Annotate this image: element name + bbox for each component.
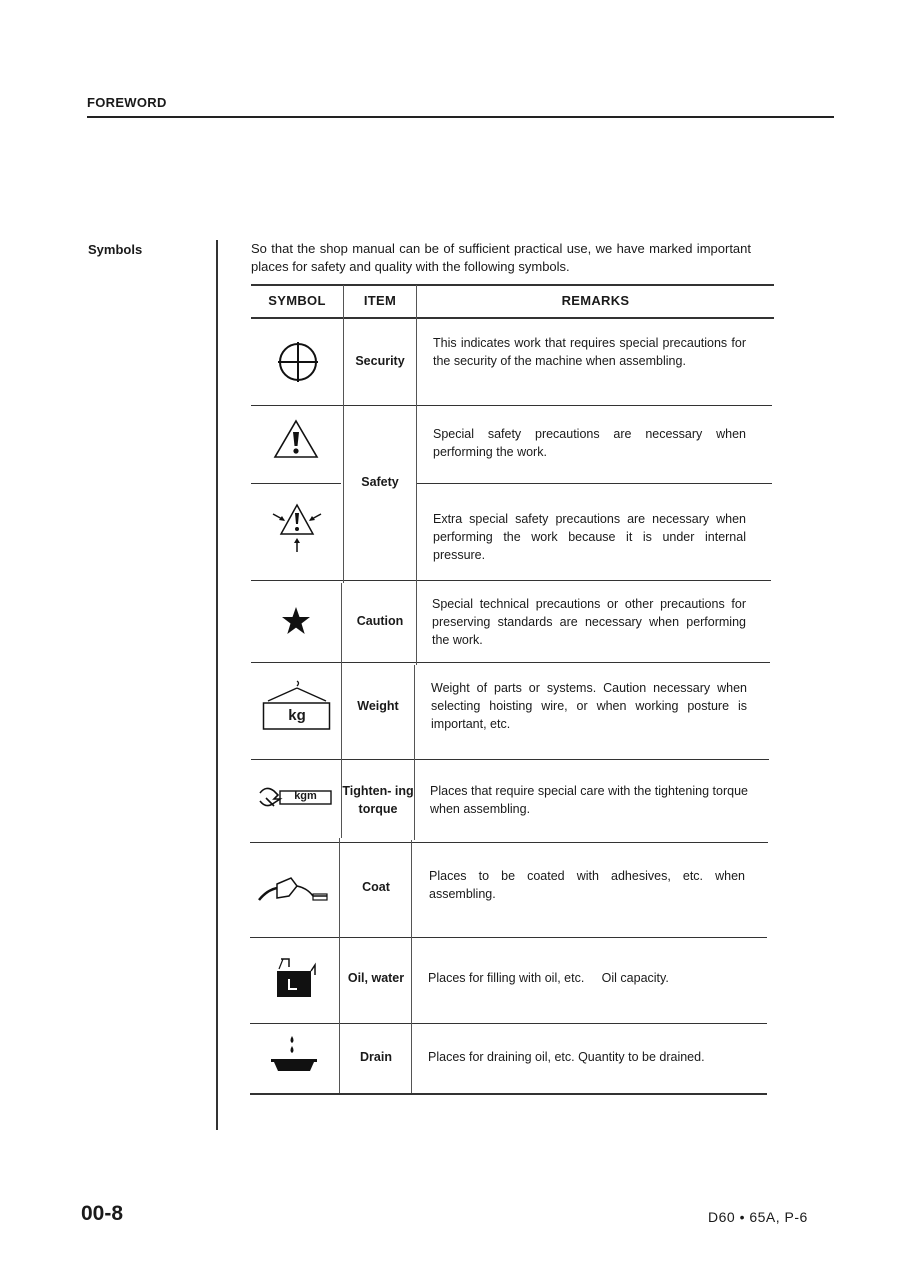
header-rule [87,116,834,118]
row-divider [251,483,341,484]
table-bottom-rule [250,1093,767,1095]
remark-text: Special technical precautions or other precautions for preserving standards are necessary when performing the work. [432,597,746,647]
remark-text: Places for filling with oil, etc. Oil capacity. [428,971,669,985]
security-circle-cross-icon [277,341,319,388]
section-header-title: FOREWORD [87,95,167,110]
oil-water-fill-icon [273,957,317,1006]
remark-text: This indicates work that requires special precautions for the security of the machine when assembling. [433,336,746,368]
remark-text: Special safety precautions are necessary when performing the work. [433,427,746,459]
drain-pan-icon [270,1034,318,1077]
row-divider [251,662,770,663]
safety-warning-triangle-icon [272,418,320,465]
item-label: Safety [361,475,399,489]
remark-text: Places for draining oil, etc. Quantity to be drained. [428,1050,705,1064]
item-label: Tighten- ing torque [342,784,414,816]
weight-icon-text: kg [288,707,306,724]
item-label: Drain [360,1050,392,1064]
column-header-remarks: REMARKS [561,293,630,308]
side-label-symbols: Symbols [88,242,143,257]
row-divider [251,405,772,406]
column-divider [414,665,415,840]
table-header-rule [251,317,774,319]
torque-icon-text: kgm [294,790,317,802]
item-label: Oil, water [347,971,405,985]
torque-wrench-kgm-icon [258,785,334,816]
row-divider [250,842,768,843]
coat-brush-icon [257,874,333,909]
remark-text: Places to be coated with adhesives, etc. when assembling. [429,869,745,901]
column-divider [416,285,417,665]
item-label: Caution [356,614,404,628]
item-label: Coat [362,880,390,894]
column-header-item: ITEM [363,293,397,308]
document-code: D60 • 65A, P-6 [708,1209,808,1225]
margin-vertical-rule [216,240,218,1130]
row-divider [250,1023,767,1024]
caution-star-icon [281,606,311,641]
intro-paragraph: So that the shop manual can be of sufficient practical use, we have marked important places for safety and quality with the following symbols. [251,241,751,274]
row-divider [251,759,769,760]
row-divider [251,580,771,581]
column-header-symbol: SYMBOL [268,293,326,308]
column-divider [343,285,344,583]
remark-text: Places that require special care with the tightening torque when assembling. [430,784,748,816]
remark-text: Extra special safety precautions are necessary when performing the work because it is under internal pressure. [433,512,746,562]
row-divider [250,937,767,938]
item-label: Weight [357,699,399,713]
pressure-warning-triangle-icon [270,502,324,559]
weight-kg-icon [262,679,332,736]
table-top-rule [251,284,774,286]
item-label: Security [355,354,405,368]
row-divider [416,483,772,484]
page-number: 00-8 [81,1202,124,1225]
remark-text: Weight of parts or systems. Caution necessary when selecting hoisting wire, or when working posture is important, etc. [431,681,747,731]
